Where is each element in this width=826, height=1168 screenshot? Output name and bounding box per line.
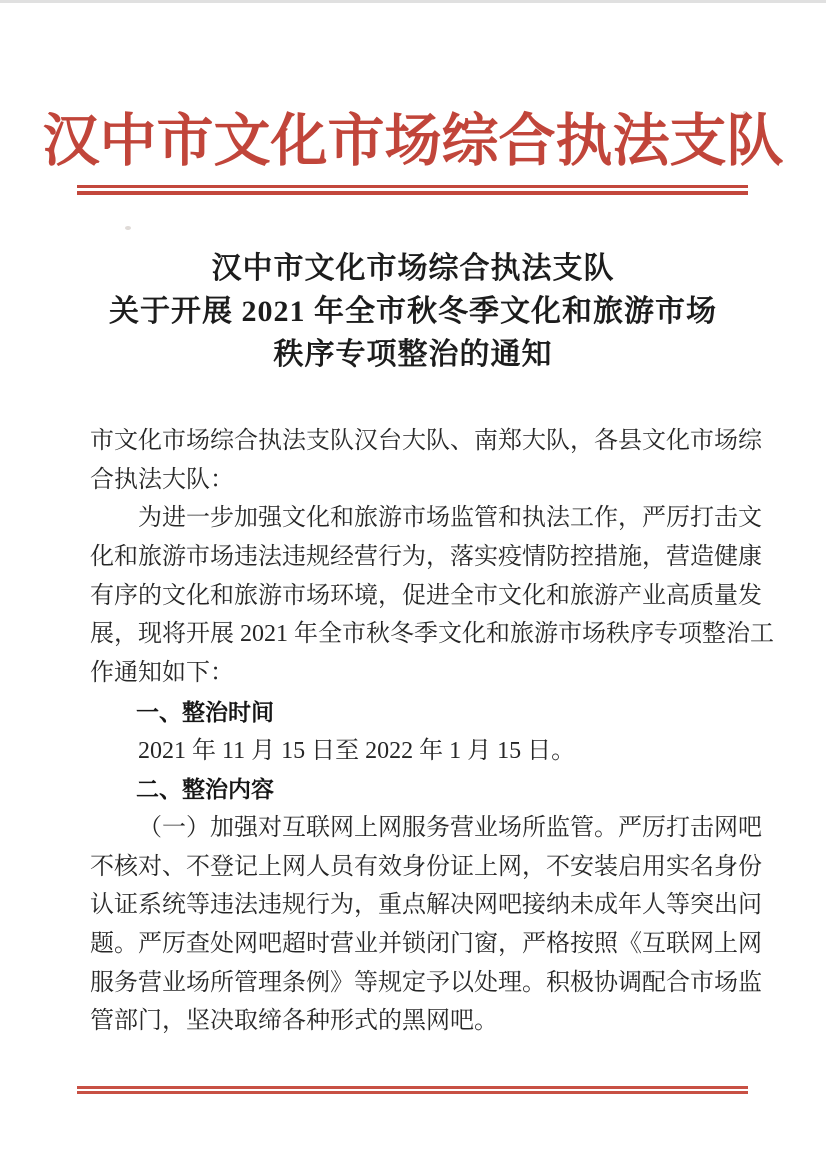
- document-title-line: 秩序专项整治的通知: [273, 338, 553, 371]
- body-line: 认证系统等违法违规行为，重点解决网吧接纳未成年人等突出问: [90, 892, 762, 919]
- letterhead-title: 汉中市文化市场综合执法支队: [42, 110, 784, 173]
- body-line: （一）加强对互联网上网服务营业场所监管。严厉打击网吧: [138, 814, 762, 841]
- document-title: [60, 247, 766, 376]
- body-line: 服务营业场所管理条例》等规定予以处理。积极协调配合市场监: [90, 969, 762, 996]
- body-line: 题。严厉查处网吧超时营业并锁闭门窗，严格按照《互联网上网: [90, 930, 762, 957]
- body-line: 作通知如下：: [90, 660, 234, 687]
- document-body: [90, 422, 774, 1041]
- letterhead-double-rule: [77, 185, 748, 195]
- body-line: 2021 年 11 月 15 日至 2022 年 1 月 15 日。: [138, 737, 576, 764]
- section-heading-2: 二、整治内容: [136, 776, 274, 803]
- document-title-line: 汉中市文化市场综合执法支队: [211, 252, 615, 285]
- section-heading-1: 一、整治时间: [136, 698, 274, 725]
- footer-double-rule: [77, 1086, 748, 1094]
- body-line: 管部门，坚决取缔各种形式的黑网吧。: [90, 1008, 498, 1035]
- salutation-line: 市文化市场综合执法支队汉台大队、南郑大队，各县文化市场综: [90, 428, 762, 454]
- body-line: 不核对、不登记上网人员有效身份证上网，不安装启用实名身份: [90, 853, 762, 880]
- scan-speck: [125, 226, 131, 230]
- scan-artifact-band: [0, 0, 826, 3]
- salutation-line: 合执法大队：: [90, 466, 234, 493]
- body-line: 展，现将开展 2021 年全市秋冬季文化和旅游市场秩序专项整治工: [90, 621, 774, 648]
- document-title-line: 关于开展 2021 年全市秋冬季文化和旅游市场: [109, 295, 717, 328]
- body-line: 为进一步加强文化和旅游市场监管和执法工作，严厉打击文: [138, 505, 762, 532]
- body-line: 化和旅游市场违法违规经营行为，落实疫情防控措施，营造健康: [90, 544, 762, 571]
- body-line: 有序的文化和旅游市场环境，促进全市文化和旅游产业高质量发: [90, 582, 762, 609]
